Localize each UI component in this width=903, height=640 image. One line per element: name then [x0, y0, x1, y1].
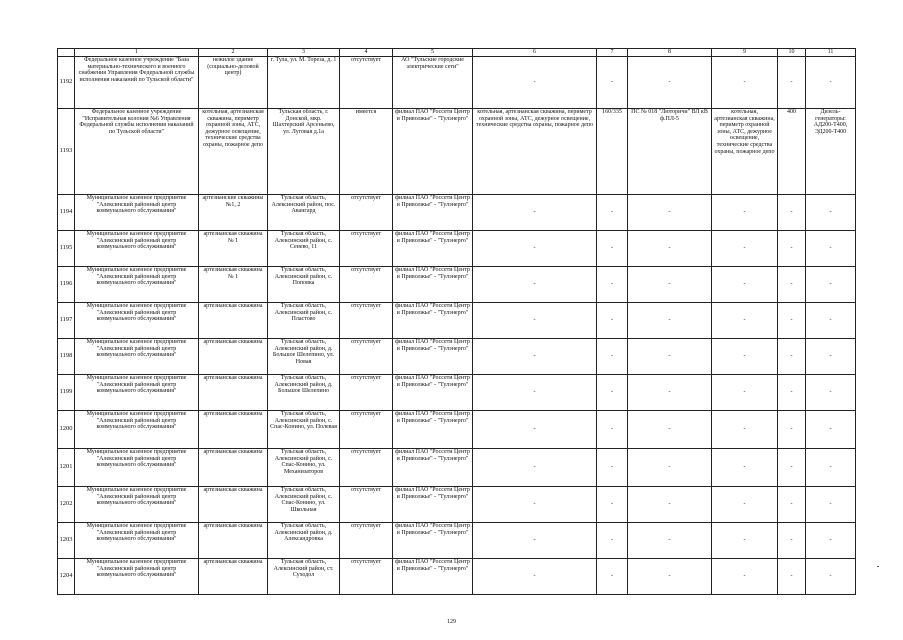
cell-col-6: - [473, 231, 597, 267]
cell-col-4: отсутствует [340, 339, 393, 375]
cell-col-5: филиал ПАО "Россети Центр и Приволжье" - "Тулэнерго" [393, 303, 473, 339]
cell-col-3: г. Тула, ул. М. Тореза, д. 1 [268, 57, 340, 109]
cell-col-11: - [806, 231, 856, 267]
row-number-cell: 1204 [58, 559, 75, 595]
registry-table [57, 48, 856, 595]
cell-col-3: Тульская область, Алексинский район, пос. Авангард [268, 195, 340, 231]
header-cell: 7 [597, 49, 628, 57]
cell-col-3: Тульская область, Алексинский район, ст. Суходол [268, 559, 340, 595]
cell-col-2: артезианская скважина № 1 [199, 267, 268, 303]
cell-col-8: - [628, 339, 712, 375]
cell-col-6: - [473, 449, 597, 487]
cell-col-4: отсутствует [340, 375, 393, 411]
cell-col-3: Тульская область, Алексинский район, с. Спас-Конино, ул. Полевая [268, 411, 340, 449]
cell-col-1: Муниципальное казенное предприятие "Алексинский районный центр коммунального обслуживания" [75, 559, 199, 595]
header-cell: 2 [199, 49, 268, 57]
cell-col-7: - [597, 57, 628, 109]
cell-col-9: - [712, 195, 778, 231]
cell-col-10: - [778, 57, 806, 109]
cell-col-7: - [597, 303, 628, 339]
row-number-cell: 1193 [58, 109, 75, 195]
cell-col-7: - [597, 523, 628, 559]
cell-col-8: - [628, 411, 712, 449]
cell-col-3: Тульская область, г. Донской, мкр. Шахтерский Арсеньево, ул. Луговая д.1а [268, 109, 340, 195]
cell-col-2: артезианская скважина [199, 411, 268, 449]
cell-col-4: отсутствует [340, 559, 393, 595]
row-number-cell: 1202 [58, 487, 75, 523]
cell-col-10: - [778, 231, 806, 267]
row-number-cell: 1192 [58, 57, 75, 109]
table-body [58, 49, 856, 595]
cell-col-5: филиал ПАО "Россети Центр и Приволжье" - "Тулэнерго" [393, 449, 473, 487]
cell-col-3: Тульская область, Алексинский район, с. Спас-Конино, ул. Механизаторов [268, 449, 340, 487]
header-cell: 4 [340, 49, 393, 57]
cell-col-10: - [778, 559, 806, 595]
cell-col-1: Федеральное казенное учреждение "База материально-технического и военного снабжения Управления Федеральной службы исполнения наказаний по Тульской области" [75, 57, 199, 109]
cell-col-5: филиал ПАО "Россети Центр и Приволжье" - "Тулэнерго" [393, 411, 473, 449]
cell-col-4: отсутствует [340, 231, 393, 267]
cell-col-2: артезианская скважина [199, 339, 268, 375]
cell-col-9: - [712, 411, 778, 449]
cell-col-1: Муниципальное казенное предприятие "Алексинский районный центр коммунального обслуживания" [75, 411, 199, 449]
cell-col-2: артезианская скважина [199, 303, 268, 339]
page-number: 129 [447, 619, 456, 625]
row-number-cell: 1201 [58, 449, 75, 487]
header-cell: 10 [778, 49, 806, 57]
cell-col-3: Тульская область, Алексинский район, с. Спас-Конино, ул. Школьная [268, 487, 340, 523]
cell-col-5: филиал ПАО "Россети Центр и Приволжье" - "Тулэнерго" [393, 523, 473, 559]
cell-col-7: 160/335 [597, 109, 628, 195]
cell-col-7: - [597, 411, 628, 449]
cell-col-11: - [806, 375, 856, 411]
cell-col-9: - [712, 523, 778, 559]
table-row [58, 523, 856, 559]
cell-col-7: - [597, 487, 628, 523]
cell-col-1: Федеральное казенное учреждение "Исправительная колония №6 Управления Федеральной службы исполнения наказаний по Тульской области" [75, 109, 199, 195]
cell-col-8: - [628, 449, 712, 487]
cell-col-9: - [712, 375, 778, 411]
cell-col-6: - [473, 487, 597, 523]
cell-col-9: - [712, 303, 778, 339]
cell-col-5: филиал ПАО "Россети Центр и Приволжье" - "Тулэнерго" [393, 559, 473, 595]
header-cell: 1 [75, 49, 199, 57]
cell-col-2: артезианские скважины №1, 2 [199, 195, 268, 231]
cell-col-11: Дизель-генераторы: АД200-Т400, ЭД200-Т400 [806, 109, 856, 195]
cell-col-9: - [712, 267, 778, 303]
cell-col-6: - [473, 375, 597, 411]
row-number-cell: 1199 [58, 375, 75, 411]
cell-col-6: - [473, 57, 597, 109]
cell-col-11: - [806, 195, 856, 231]
cell-col-10: - [778, 487, 806, 523]
cell-col-2: артезианская скважина [199, 449, 268, 487]
table-row [58, 195, 856, 231]
header-cell: 9 [712, 49, 778, 57]
cell-col-5: филиал ПАО "Россети Центр и Приволжье" - "Тулэнерго" [393, 375, 473, 411]
cell-col-9: - [712, 231, 778, 267]
cell-col-9: - [712, 57, 778, 109]
cell-col-6: - [473, 523, 597, 559]
cell-col-8: ПС № 018 "Люторичи" ВЛ кВ ф.ПЛ-5 [628, 109, 712, 195]
column-number-row [58, 49, 856, 57]
header-cell: 6 [473, 49, 597, 57]
cell-col-4: отсутствует [340, 487, 393, 523]
cell-col-10: - [778, 411, 806, 449]
cell-col-4: имеется [340, 109, 393, 195]
cell-col-9: - [712, 559, 778, 595]
cell-col-1: Муниципальное казенное предприятие "Алексинский районный центр коммунального обслуживания" [75, 487, 199, 523]
cell-col-7: - [597, 267, 628, 303]
cell-col-1: Муниципальное казенное предприятие "Алексинский районный центр коммунального обслуживания" [75, 303, 199, 339]
cell-col-2: нежилое здание (социально-деловой центр) [199, 57, 268, 109]
cell-col-4: отсутствует [340, 523, 393, 559]
cell-col-11: - [806, 267, 856, 303]
cell-col-5: филиал ПАО "Россети Центр и Приволжье" - "Тулэнерго" [393, 339, 473, 375]
row-number-cell: 1198 [58, 339, 75, 375]
cell-col-8: - [628, 375, 712, 411]
cell-col-2: артезианская скважина [199, 523, 268, 559]
cell-col-8: - [628, 559, 712, 595]
cell-col-8: - [628, 487, 712, 523]
cell-col-10: 400 [778, 109, 806, 195]
cell-col-5: филиал ПАО "Россети Центр и Приволжье" - "Тулэнерго" [393, 195, 473, 231]
cell-col-6: - [473, 195, 597, 231]
cell-col-2: артезианская скважина [199, 375, 268, 411]
table-row [58, 375, 856, 411]
cell-col-11: - [806, 487, 856, 523]
header-cell: 11 [806, 49, 856, 57]
cell-col-10: - [778, 339, 806, 375]
cell-col-4: отсутствует [340, 411, 393, 449]
cell-col-7: - [597, 339, 628, 375]
cell-col-6: котельная, артезианская скважина, периметр охранной зоны, АТС, дежурное освещение, технические средства охраны, пожарное депо [473, 109, 597, 195]
cell-col-7: - [597, 231, 628, 267]
cell-col-7: - [597, 559, 628, 595]
header-cell: 5 [393, 49, 473, 57]
cell-col-8: - [628, 57, 712, 109]
cell-col-5: филиал ПАО "Россети Центр и Приволжье" - "Тулэнерго" [393, 487, 473, 523]
row-number-cell: 1194 [58, 195, 75, 231]
cell-col-4: отсутствует [340, 267, 393, 303]
cell-col-6: - [473, 303, 597, 339]
cell-col-3: Тульская область, Алексинский район, с. Поповка [268, 267, 340, 303]
table-row [58, 303, 856, 339]
table-row [58, 109, 856, 195]
cell-col-2: артезианская скважина [199, 559, 268, 595]
table-row [58, 231, 856, 267]
cell-col-3: Тульская область, Алексинский район, д. Большое Шелепино [268, 375, 340, 411]
cell-col-11: - [806, 303, 856, 339]
cell-col-1: Муниципальное казенное предприятие "Алексинский районный центр коммунального обслуживания" [75, 339, 199, 375]
cell-col-1: Муниципальное казенное предприятие "Алексинский районный центр коммунального обслуживания" [75, 449, 199, 487]
cell-col-6: - [473, 559, 597, 595]
cell-col-4: отсутствует [340, 449, 393, 487]
cell-col-10: - [778, 523, 806, 559]
cell-col-1: Муниципальное казенное предприятие "Алексинский районный центр коммунального обслуживания" [75, 195, 199, 231]
cell-col-10: - [778, 195, 806, 231]
cell-col-10: - [778, 303, 806, 339]
cell-col-4: отсутствует [340, 303, 393, 339]
cell-col-6: - [473, 411, 597, 449]
cell-col-7: - [597, 195, 628, 231]
cell-col-11: - [806, 411, 856, 449]
table-row [58, 267, 856, 303]
cell-col-8: - [628, 523, 712, 559]
cell-col-8: - [628, 195, 712, 231]
cell-col-1: Муниципальное казенное предприятие "Алексинский районный центр коммунального обслуживания" [75, 267, 199, 303]
cell-col-2: артезианская скважина [199, 487, 268, 523]
cell-col-10: - [778, 375, 806, 411]
row-number-cell: 1197 [58, 303, 75, 339]
table-row [58, 449, 856, 487]
cell-col-7: - [597, 449, 628, 487]
table-row [58, 487, 856, 523]
cell-col-11: - [806, 339, 856, 375]
row-number-cell: 1200 [58, 411, 75, 449]
cell-col-2: котельная, артезианская скважина, периметр охранной зоны, АТС, дежурное освещение, технические средства охраны, пожарное депо [199, 109, 268, 195]
cell-col-5: филиал ПАО "Россети Центр и Приволжье" - "Тулэнерго" [393, 267, 473, 303]
row-number-cell: 1195 [58, 231, 75, 267]
table-row [58, 411, 856, 449]
cell-col-3: Тульская область, Алексинский район, д. Александровка [268, 523, 340, 559]
cell-col-8: - [628, 267, 712, 303]
cell-col-9: - [712, 449, 778, 487]
cell-col-5: филиал ПАО "Россети Центр и Приволжье" - "Тулэнерго" [393, 231, 473, 267]
cell-col-4: отсутствует [340, 57, 393, 109]
cell-col-11: - [806, 449, 856, 487]
header-cell: 8 [628, 49, 712, 57]
cell-col-11: - [806, 559, 856, 595]
cell-col-7: - [597, 375, 628, 411]
cell-col-6: - [473, 267, 597, 303]
document-sheet [57, 48, 848, 595]
cell-col-11: - [806, 57, 856, 109]
cell-col-6: - [473, 339, 597, 375]
cell-col-5: филиал ПАО "Россети Центр и Приволжье" - "Тулэнерго" [393, 109, 473, 195]
row-number-cell: 1196 [58, 267, 75, 303]
table-row [58, 57, 856, 109]
cell-col-9: - [712, 487, 778, 523]
cell-col-1: Муниципальное казенное предприятие "Алексинский районный центр коммунального обслуживания" [75, 375, 199, 411]
cell-col-1: Муниципальное казенное предприятие "Алексинский районный центр коммунального обслуживания" [75, 523, 199, 559]
cell-col-1: Муниципальное казенное предприятие "Алексинский районный центр коммунального обслуживания" [75, 231, 199, 267]
cell-col-8: - [628, 231, 712, 267]
cell-col-10: - [778, 267, 806, 303]
cell-col-3: Тульская область, Алексинский район, д. Большое Шелепино, ул. Новая [268, 339, 340, 375]
cell-col-10: - [778, 449, 806, 487]
row-number-cell: 1203 [58, 523, 75, 559]
cell-col-3: Тульская область, Алексинский район, с. Пластово [268, 303, 340, 339]
cell-col-2: артезианская скважина № 1 [199, 231, 268, 267]
header-cell-empty [58, 49, 75, 57]
table-row [58, 559, 856, 595]
cell-col-11: - [806, 523, 856, 559]
cell-col-9: котельная, артезианская скважина, периметр охранной зоны, АТС, дежурное освещение, технические средства охраны, пожарное депо [712, 109, 778, 195]
header-cell: 3 [268, 49, 340, 57]
cell-col-5: АО "Тульские городские электрические сети" [393, 57, 473, 109]
table-row [58, 339, 856, 375]
cell-col-9: - [712, 339, 778, 375]
cell-col-4: отсутствует [340, 195, 393, 231]
cell-col-8: - [628, 303, 712, 339]
scan-speck [877, 566, 879, 567]
cell-col-3: Тульская область, Алексинский район, с. Сенево, 11 [268, 231, 340, 267]
